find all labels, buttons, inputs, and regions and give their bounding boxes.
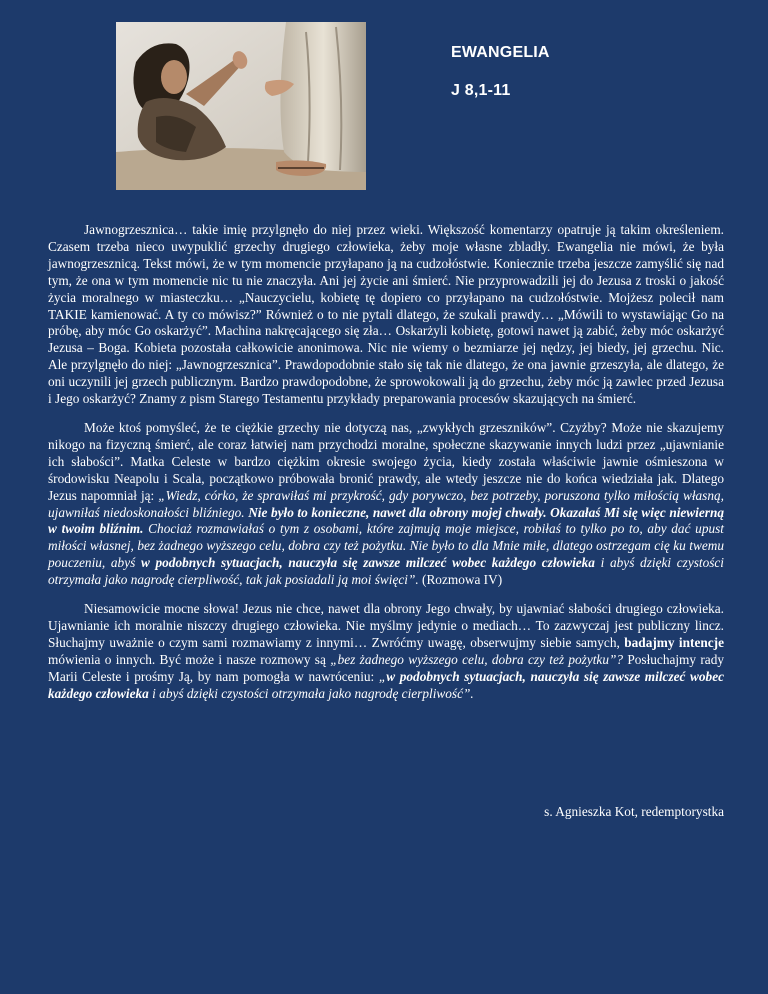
paragraph-3-mid-2: Posłuchajmy rady Marii Celeste i prośmy Ją, by nam pomogła w nawróceniu: — [48, 651, 724, 684]
paragraph-3-quote-1: „bez żadnego wyższego celu, dobra czy też pożytku”? — [330, 651, 624, 667]
paragraph-3-quote-end: i abyś dzięki czystości otrzymała jako nagrodę cierpliwość”. — [148, 685, 474, 701]
paragraph-3-quote-open: „ — [378, 668, 387, 684]
paragraph-3-quote-bold: w podobnych sytuacjach, nauczyła się zawsze milczeć wobec każdego człowieka — [48, 668, 725, 701]
photo-illustration — [116, 22, 366, 190]
scripture-reference: J 8,1-11 — [451, 82, 511, 99]
paragraph-1: Jawnogrzesznica… takie imię przylgnęło do niej przez wieki. Większość komentarzy opatruje ją takim określeniem. Czasem trzeba nieco uwypuklić grzechy drugiego człowieka, żeby moje własne zbladły. Ewangelia nie mówi, że była jawnogrzesznicą. Tekst mówi, że w tym momencie przyłapano ją na cudzołóstwie. Koniecznie trzeba jeszcze zamyślić się nad tym, że ona w tym momencie nic tu nie znaczyła. Ani jej życie ani śmierć. Nie przyprowadzili jej do Jezusa z troski o jakość życia moralnego w miasteczku… „Nauczycielu, kobietę tę dopiero co przyłapano na cudzołóstwie. Mojżesz polecił nam TAKIE kamienować. A ty co mówisz?” Również o to nie pytali dlatego, że szukali prawdy… „Mówili to wystawiając Go na próbę, aby móc Go oskarżyć”. Machina nakręcającego się zła… Oskarżyli kobietę, gotowi nawet ją zabić, żeby móc oskarżyć Jezusa – Boga. Kobieta pozostała całkowicie anonimowa. Nic nie wiemy o bezmiarze jej nędzy, jej biedy, jej grzechu. Nic. Ale przylgnęło do niej: „Jawnogrzesznica”. Prawdopodobnie stało się tak nie dlatego, że ona jawnie grzeszyła, ale dlatego, że oni uczynili jej grzech publicznym. Bardzo prawdopodobne, że sprowokowali ją do grzechu, żeby móc ją zawlec przed Jezusa i Jego oskarżyć? Znamy z pism Starego Testamentu przykłady preparowania procesów skazujących na śmierć. — [48, 222, 724, 407]
author-signature: s. Agnieszka Kot, redemptorystka — [544, 804, 724, 819]
paragraph-2-source: (Rozmowa IV) — [418, 572, 503, 588]
page-title: EWANGELIA — [451, 44, 550, 61]
paragraph-3 — [48, 601, 724, 702]
paragraph-3-mid: mówienia o innych. Być może i nasze rozmowy są — [48, 651, 331, 667]
photo-woman-at-feet-of-jesus — [116, 22, 366, 190]
paragraph-2-quote-2: Chociaż rozmawiałaś o tym z osobami, które zajmują moje miejsce, robiłaś to tylko po to, aby dać upust miłości własnej, bez żadnego wyższego celu, dobra czy też pożytku. Nie było to dla Mnie miłe, dlatego ostrzegam cię ku twemu pouczeniu, abyś — [48, 521, 724, 571]
header — [451, 44, 550, 100]
article-body — [48, 222, 724, 702]
paragraph-2-quote-3: i abyś dzięki czystości otrzymała jako nagrodę cierpliwość, tak jak posiadali ją moi święci”. — [48, 555, 725, 588]
paragraph-2-quote-1: „Wiedz, córko, że sprawiłaś mi przykrość, gdy porywczo, bez potrzeby, poruszona tylko miłością własną, ujawniłaś niedoskonałości bliźniego. — [48, 487, 724, 520]
paragraph-2 — [48, 420, 724, 589]
paragraph-3-intro: Niesamowicie mocne słowa! Jezus nie chce, nawet dla obrony Jego chwały, by ujawniać słabości drugiego człowieka. Ujawnianie ich moralnie niszczy drugiego człowieka. Nie myślmy jedynie o mediach… To zazwyczaj jest publiczny lincz. Słuchajmy uważnie o czym sami rozmawiamy z innymi… Zwróćmy uwagę, obserwujmy siebie samych, — [48, 601, 724, 650]
paragraph-2-quote-bold-2: w podobnych sytuacjach, nauczyła się zawsze milczeć wobec każdego człowieka — [140, 555, 595, 571]
paragraph-2-intro: Może ktoś pomyśleć, że te ciężkie grzechy nie dotyczą nas, „zwykłych grzeszników”. Czyżby? Może nie skazujemy nikogo na fizyczną śmierć, ale coraz łatwiej nam przychodzi moralne, społeczne skazywanie innych ludzi przez „ujawnianie ich słabości”. Matka Celeste w bardzo ciężkim okresie swojego życia, kiedy została właściwie jawnie ośmieszona w środowisku Neapolu i Scala, początkowo próbowała bronić prawdy, ale wtedy jeszcze nie do końca wiedziała jak. Dlatego Jezus napomniał ją: — [48, 419, 724, 503]
paragraph-3-bold: badajmy intencje — [624, 634, 724, 650]
paragraph-2-quote-bold: Nie było to konieczne, nawet dla obrony mojej chwały. Okazałaś Mi się więc niewierną w twoim bliźnim. — [48, 504, 724, 537]
